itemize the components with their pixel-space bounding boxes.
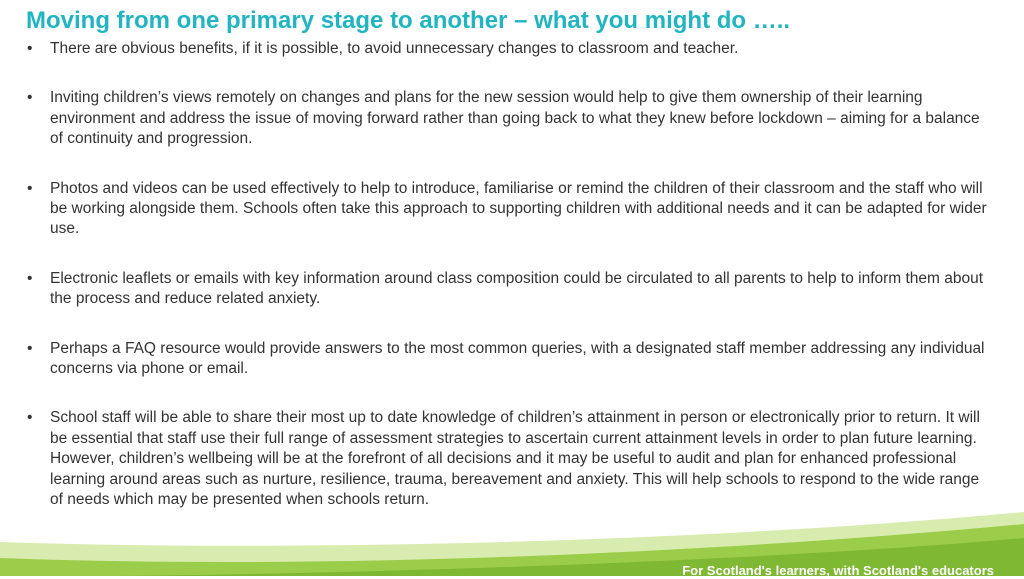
bullet-item	[26, 179, 996, 240]
slide-title: Moving from one primary stage to another – what you might do …..	[26, 7, 791, 34]
bullet-marker: •	[27, 409, 33, 427]
bullet-marker: •	[27, 179, 33, 197]
footer-tagline: For Scotland's learners, with Scotland's educators	[682, 563, 994, 578]
bullet-text: School staff will be able to share their most up to date knowledge of children’s attainment in person or electronically prior to return. It will be essential that staff use their full range of assessment strategies to ascertain current attainment levels in order to plan future learning. However, children’s wellbeing will be at the forefront of all decisions and it may be useful to audit and plan for enhanced professional learning around areas such as nurture, resilience, trauma, bereavement and anxiety. This will help schools to respond to the wide range of needs which may be presented when schools return.	[50, 409, 980, 509]
bullet-marker: •	[27, 89, 33, 107]
bullet-item	[26, 408, 996, 510]
bullet-item	[26, 39, 996, 59]
bullet-text: Photos and videos can be used effectively to help to introduce, familiarise or remind the children of their classroom and the staff who will be working alongside them. Schools often take this approach to supporting children with additional needs and it can be adapted for wider use.	[50, 179, 987, 238]
bullet-text: Perhaps a FAQ resource would provide answers to the most common queries, with a designated staff member addressing any individual concerns via phone or email.	[50, 339, 985, 378]
bullet-marker: •	[27, 339, 33, 357]
bullet-item	[26, 88, 996, 149]
bullet-marker: •	[27, 269, 33, 287]
bullet-marker: •	[27, 40, 33, 57]
bullet-text: Inviting children’s views remotely on changes and plans for the new session would help to give them ownership of their learning environment and address the issue of moving forward rather than going back to what they knew before lockdown – aiming for a balance of continuity and progression.	[50, 89, 980, 148]
bullet-text: Electronic leaflets or emails with key information around class composition could be circulated to all parents to help to inform them about the process and reduce related anxiety.	[50, 269, 984, 308]
bullet-item	[26, 339, 996, 380]
bullet-item	[26, 269, 996, 310]
bullet-text: There are obvious benefits, if it is possible, to avoid unnecessary changes to classroom and teacher.	[50, 40, 739, 57]
bullet-list	[26, 39, 996, 540]
